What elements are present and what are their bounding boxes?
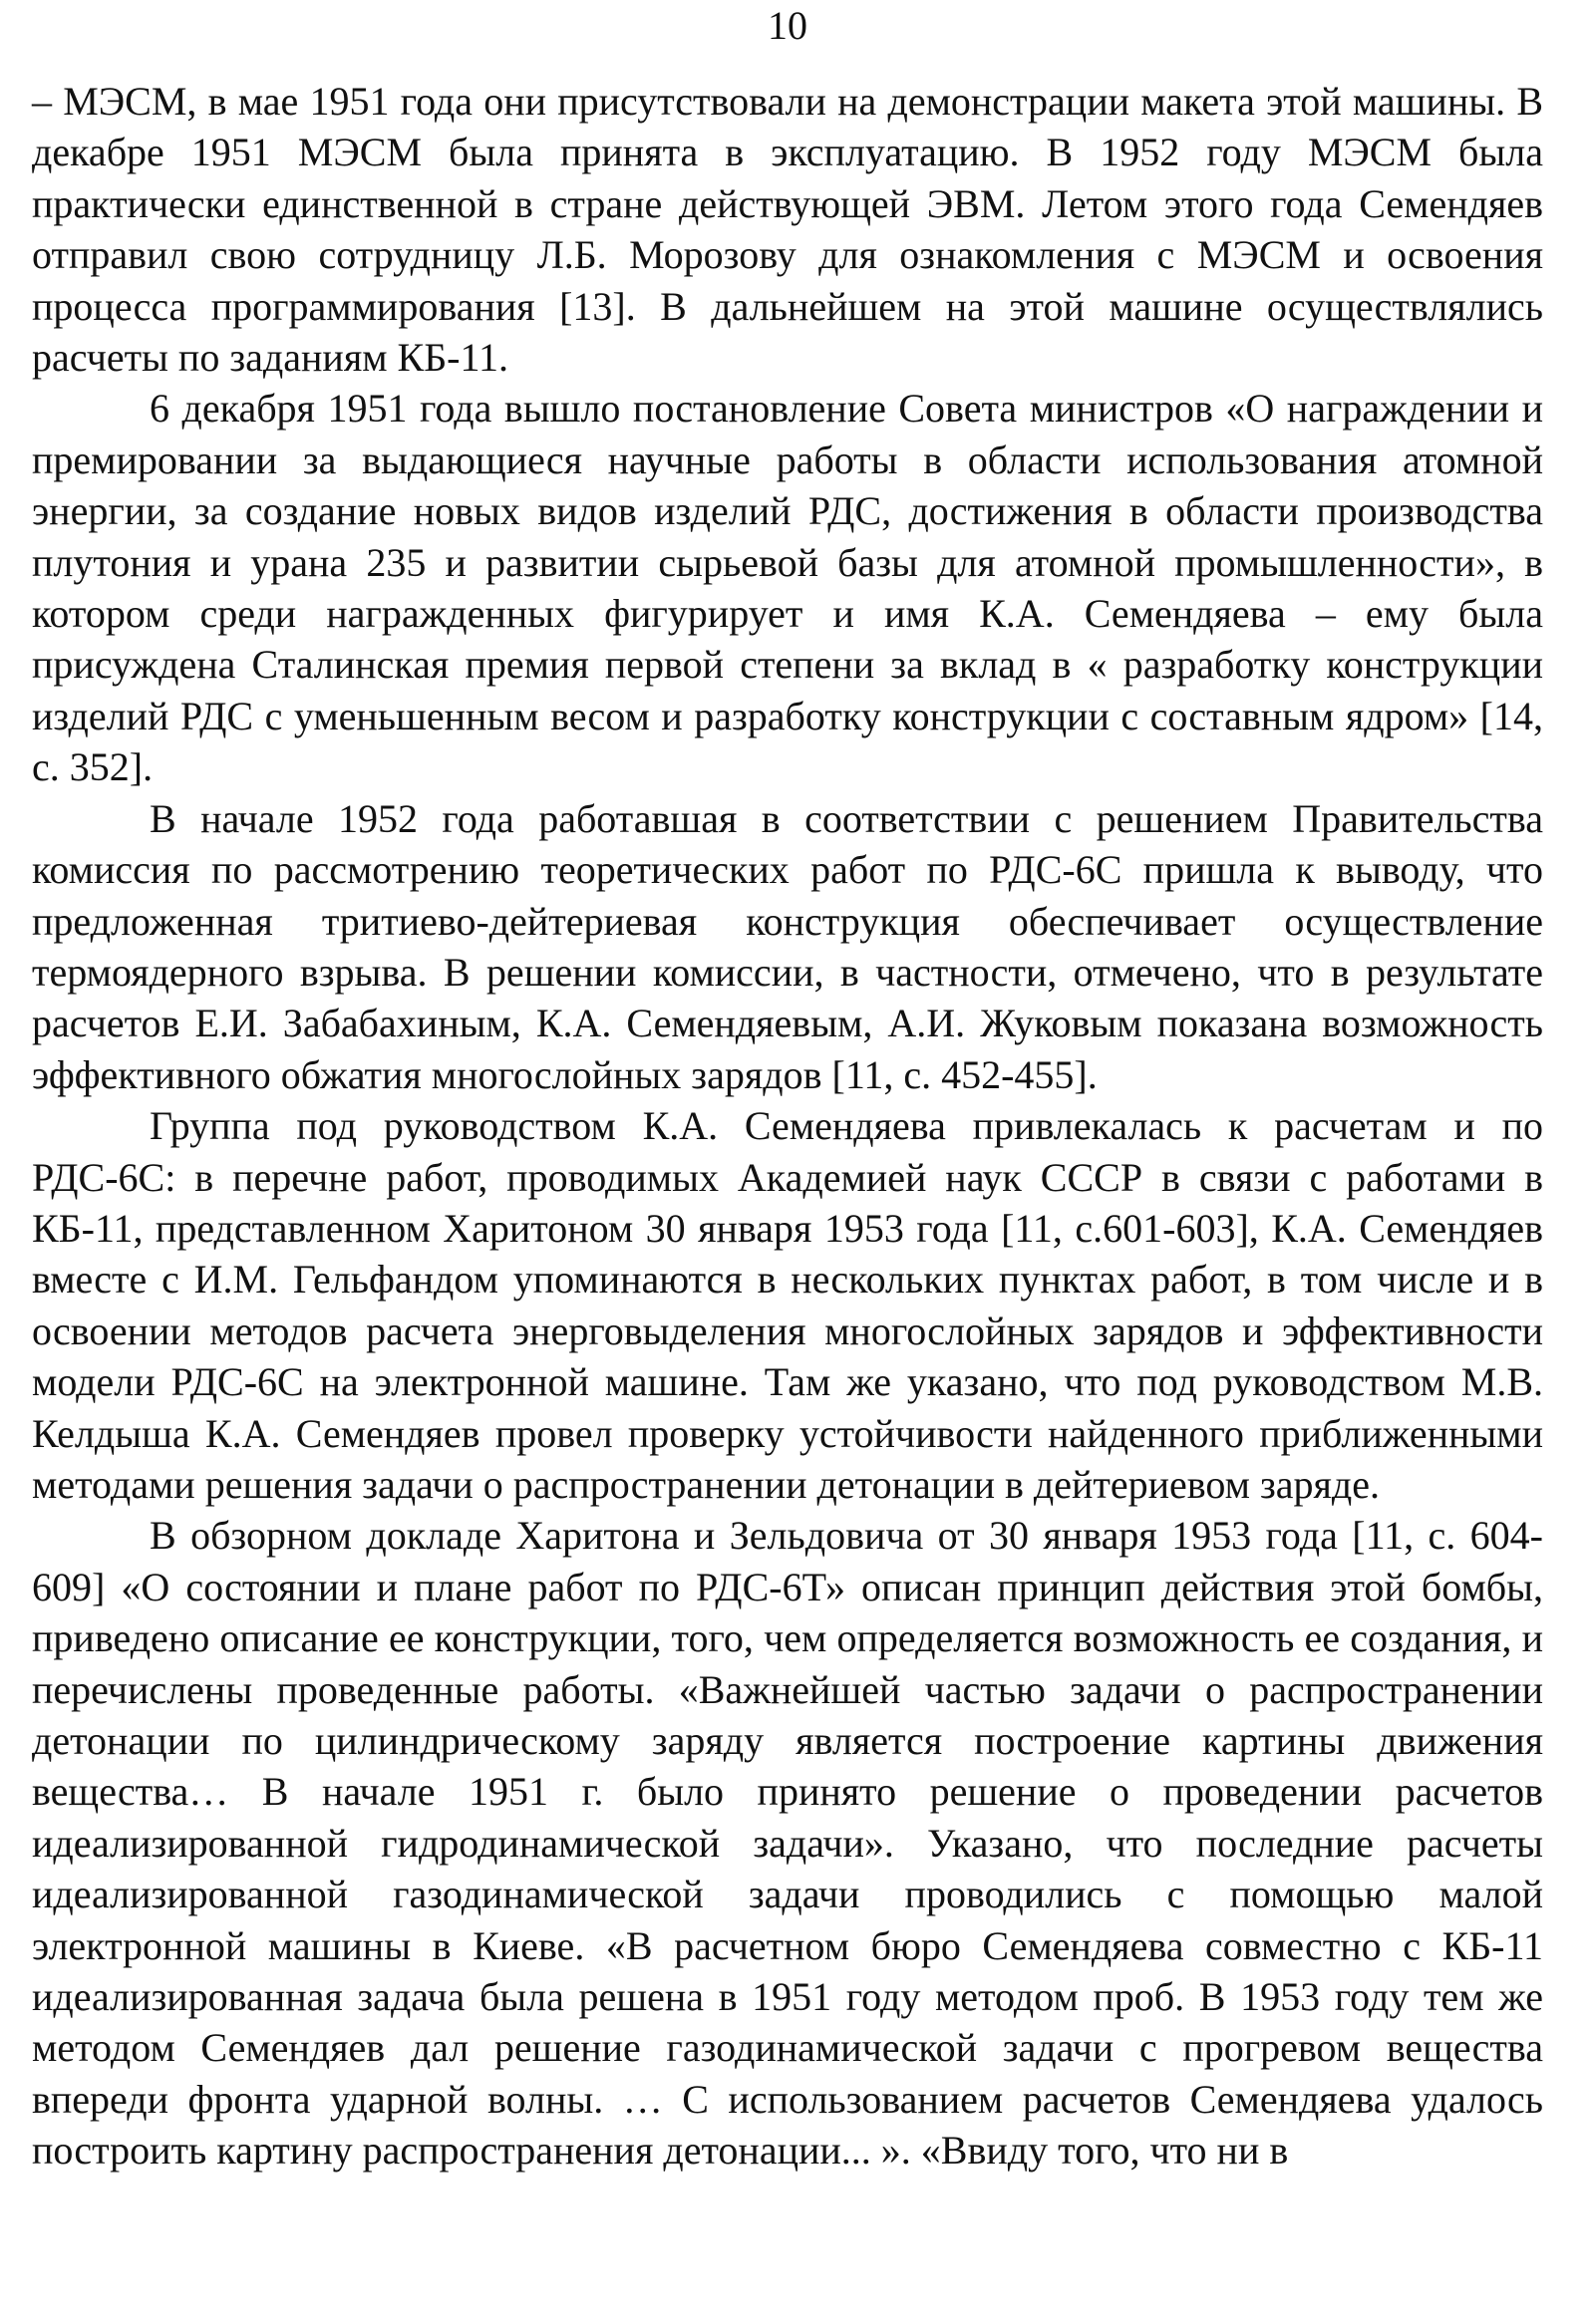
page-number: 10 (768, 3, 807, 48)
paragraph-4: Группа под руководством К.А. Семендяева привлекалась к расчетам и по РДС-6С: в перечне работ, проводимых Академией наук СССР в связи с работами в КБ-11, представленном Харитоном 30 января 1953 года [11, с.601-603], К.А. Семендяев вместе с И.М. Гельфандом упоминаются в нескольких пунктах работ, в том числе и в освоении методов расчета энерговыделения многослойных зарядов и эффективности модели РДС-6С на электронной машине. Там же указано, что под руководством М.В. Келдыша К.А. Семендяев провел проверку устойчивости найденного приближенными методами решения задачи о распространении детонации в дейтериевом заряде. (32, 1103, 1543, 1507)
paragraph-3: В начале 1952 года работавшая в соответствии с решением Правительства комиссия по рассмотрению теоретических работ по РДС-6С пришла к выводу, что предложенная тритиево-дейтериевая конструкция обеспечивает осуществление термоядерного взрыва. В решении комиссии, в частности, отмечено, что в результате расчетов Е.И. Забабахиным, К.А. Семендяевым, А.И. Жуковым показана возможность эффективного обжатия многослойных зарядов [11, с. 452-455]. (32, 795, 1543, 1097)
body-text (32, 76, 1543, 2177)
paragraph-1: – МЭСМ, в мае 1951 года они присутствовали на демонстрации макета этой машины. В декабре 1951 МЭСМ была принята в эксплуатацию. В 1952 году МЭСМ была практически единственной в стране действующей ЭВМ. Летом этого года Семендяев отправил свою сотрудницу Л.Б. Морозову для ознакомления с МЭСМ и освоения процесса программирования [13]. В дальнейшем на этой машине осуществлялись расчеты по заданиям КБ-11. (32, 79, 1543, 381)
paragraph-2: 6 декабря 1951 года вышло постановление Совета министров «О награждении и премировании за выдающиеся научные работы в области использования атомной энергии, за создание новых видов изделий РДС, достижения в области производства плутония и урана 235 и развитии сырьевой базы для атомной промышленности», в котором среди награжденных фигурирует и имя К.А. Семендяева – ему была присуждена Сталинская премия первой степени за вклад в « разработку конструкции изделий РДС с уменьшенным весом и разработку конструкции с составным ядром» [14, с. 352]. (32, 386, 1543, 790)
paragraph-5: В обзорном докладе Харитона и Зельдовича от 30 января 1953 года [11, с. 604-609] «О состоянии и плане работ по РДС-6Т» описан принцип действия этой бомбы, приведено описание ее конструкции, того, чем определяется возможность ее создания, и перечислены проведенные работы. «Важнейшей частью задачи о распространении детонации по цилиндрическому заряду является построение картины движения вещества… В начале 1951 г. было принято решение о проведении расчетов идеализированной гидродинамической задачи». Указано, что последние расчеты идеализированной газодинамической задачи проводились с помощью малой электронной машины в Киеве. «В расчетном бюро Семендяева совместно с КБ-11 идеализированная задача была решена в 1951 году методом проб. В 1953 году тем же методом Семендяев дал решение газодинамической задачи с прогревом вещества впереди фронта ударной волны. … С использованием расчетов Семендяева удалось построить картину распространения детонации... ». «Ввиду того, что ни в (32, 1513, 1543, 2174)
